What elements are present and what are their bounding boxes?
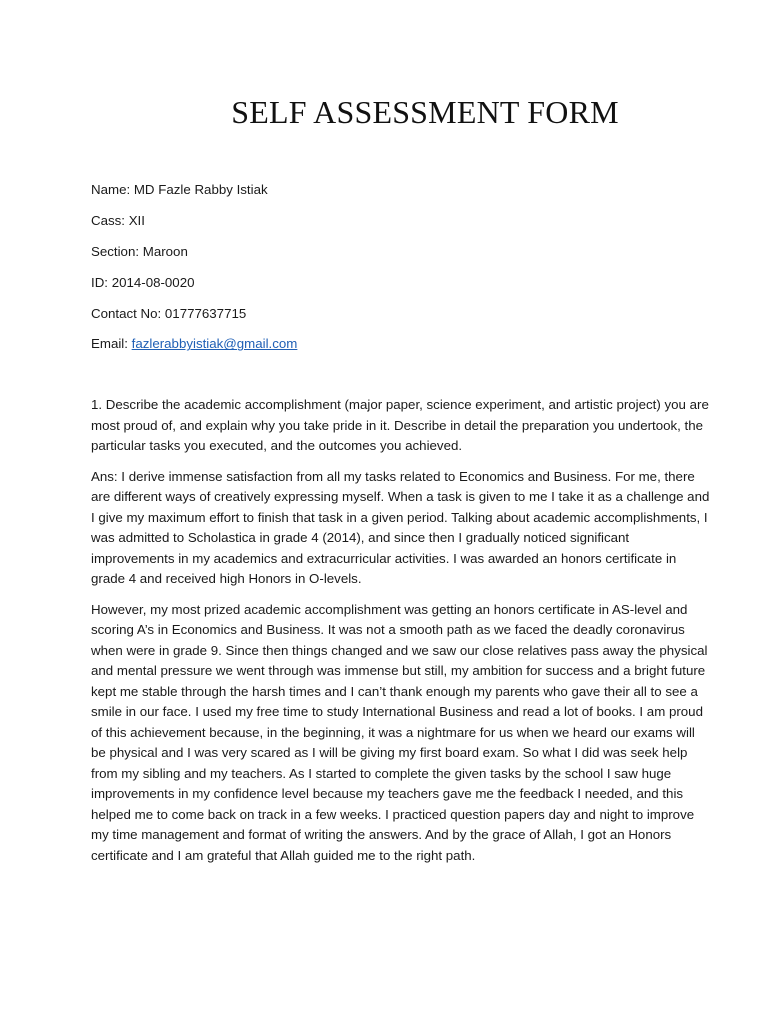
answer-1-paragraph-1: Ans: I derive immense satisfaction from all my tasks related to Economics and Business. For me, there are different ways of creatively expressing myself. When a task is given to me I take it as a challenge and I give my maximum effort to finish that task in a given period. Talking about academic accomplishments, I was admitted to Scholastica in grade 4 (2014), and since then I gradually noticed significant improvements in my academics and extracurricular activities. I was awarded an honors certificate in grade 4 and received high Honors in O-levels.	[91, 468, 710, 587]
email-field	[91, 334, 711, 355]
id-field	[91, 273, 711, 294]
class-label: Cass:	[91, 212, 129, 228]
contact-value: 01777637715	[164, 305, 247, 321]
id-label: ID:	[91, 274, 112, 290]
section-field	[91, 242, 711, 263]
email-link[interactable]: fazlerabbyistiak@gmail.com	[131, 336, 298, 352]
contact-field	[91, 304, 711, 325]
name-label: Name:	[91, 182, 134, 197]
name-field	[91, 180, 711, 201]
section-value: Maroon	[142, 243, 188, 259]
section-spacer	[91, 365, 711, 395]
question-1: 1. Describe the academic accomplishment (major paper, science experiment, and artistic project) you are most proud of, and explain why you take pride in it. Describe in detail the preparation you undertook, the particular tasks you executed, and the outcomes you achieved.	[91, 397, 709, 454]
contact-label: Contact No:	[91, 305, 165, 321]
answer-1-paragraph-2: However, my most prized academic accomplishment was getting an honors certificate in AS-level and scoring A’s in Economics and Business. It was not a smooth path as we faced the deadly coronavirus when were in grade 9. Since then things changed and we saw our close relatives pass away the physical and mental pressure we went through was immense but still, my ambition for success and a bright future kept me stable through the harsh times and I can’t thank enough my parents who gave their all to see a smile in our face. I used my free time to study International Business and read a lot of books. I am proud of this achievement because, in the beginning, it was a nightmare for us when we heard our exams will be physical and I was very scared as I will be giving my first board exam. So what I did was seek help from my sibling and my teachers. As I started to complete the given tasks by the school I saw huge improvements in my confidence level because my teachers gave me the feedback I needed, and this helped me to come back on track in a few weeks. I practiced question papers day and night to improve my time management and format of writing the answers. And by the grace of Allah, I got an Honors certificate and I am grateful that Allah guided me to the right path.	[91, 601, 708, 863]
form-content	[91, 180, 711, 876]
name-value: MD Fazle Rabby Istiak	[133, 182, 268, 197]
email-label: Email:	[91, 336, 132, 352]
class-field	[91, 211, 711, 232]
class-value: XII	[128, 212, 145, 228]
section-label: Section:	[91, 243, 143, 259]
form-title: SELF ASSESSMENT FORM	[231, 94, 619, 130]
id-value: 2014-08-0020	[111, 274, 195, 290]
